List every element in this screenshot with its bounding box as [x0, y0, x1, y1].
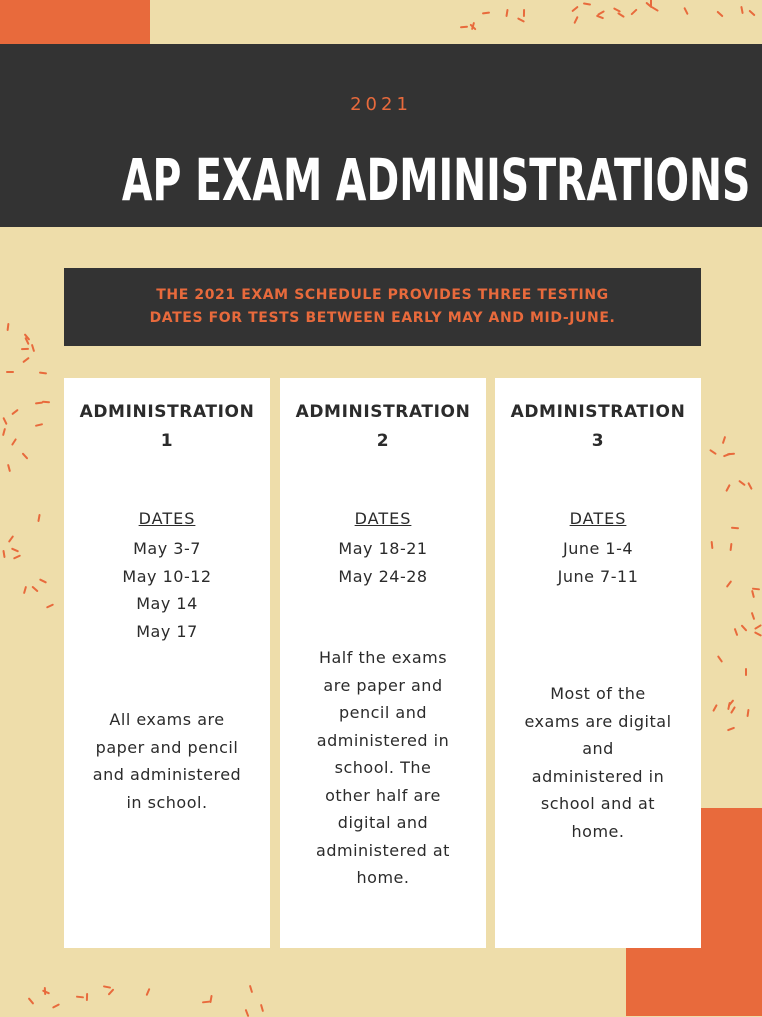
confetti-dash	[712, 704, 718, 712]
confetti-dash	[35, 423, 43, 427]
confetti-dash	[260, 1004, 264, 1012]
administration-title	[495, 398, 701, 456]
confetti-dash	[21, 348, 29, 350]
confetti-dash	[2, 428, 6, 436]
confetti-dash	[746, 709, 749, 717]
confetti-dash	[24, 337, 29, 345]
confetti-dash	[727, 702, 731, 710]
confetti-dash	[727, 727, 735, 732]
confetti-dash	[7, 464, 11, 472]
confetti-dash	[6, 371, 14, 373]
description-line: digital and	[337, 813, 429, 832]
confetti-dash	[583, 2, 591, 5]
administration-number: 2	[376, 431, 390, 451]
administration-description	[288, 644, 478, 892]
confetti-dash	[723, 453, 731, 458]
subtitle-band	[64, 268, 701, 346]
confetti-dash	[42, 989, 50, 994]
confetti-dash	[754, 624, 762, 630]
confetti-dash	[523, 9, 525, 17]
description-line: school. The	[334, 758, 432, 777]
description-line: other half are	[325, 785, 441, 805]
description-line: and administered	[92, 765, 242, 784]
description-line: Most of the	[550, 684, 646, 703]
confetti-dash	[23, 586, 27, 594]
date-item: May 10-12	[122, 566, 212, 586]
confetti-dash	[86, 993, 88, 1001]
confetti-dash	[31, 586, 38, 593]
description-line: are paper and	[323, 675, 443, 695]
description-line: exams are digital	[524, 711, 672, 731]
dates-label: DATES	[569, 509, 627, 528]
subtitle-line: THE 2021 EXAM SCHEDULE PROVIDES THREE TESTING	[156, 287, 609, 303]
confetti-dash	[11, 438, 17, 446]
confetti-dash	[748, 10, 755, 17]
date-item: June 7-11	[557, 566, 639, 586]
confetti-dash	[730, 543, 733, 551]
confetti-dash	[31, 344, 35, 352]
confetti-dash	[39, 578, 47, 583]
description-line: and	[582, 739, 614, 758]
description-line: home.	[356, 868, 410, 887]
description-line: home.	[571, 821, 625, 841]
confetti-dash	[39, 372, 47, 375]
administration-title-word: ADMINISTRATION	[510, 402, 686, 422]
confetti-dash	[754, 631, 762, 637]
confetti-dash	[725, 484, 731, 492]
confetti-dash	[469, 24, 476, 31]
administration-title	[280, 398, 486, 456]
confetti-dash	[42, 401, 50, 404]
confetti-dash	[738, 480, 746, 486]
confetti-dash	[52, 1003, 60, 1008]
dates-list	[495, 535, 701, 590]
description-line: All exams are	[109, 710, 225, 729]
date-item: May 17	[136, 621, 198, 641]
confetti-dash	[7, 323, 10, 331]
administration-title-word: ADMINISTRATION	[295, 402, 471, 422]
confetti-dash	[2, 550, 5, 558]
description-line: administered in	[316, 730, 450, 750]
confetti-dash	[752, 588, 760, 591]
year-label: 2021	[350, 94, 412, 115]
administration-number: 3	[591, 431, 605, 451]
date-item: May 24-28	[338, 566, 428, 586]
confetti-dash	[716, 11, 723, 18]
confetti-dash	[28, 997, 35, 1004]
confetti-dash	[683, 7, 688, 15]
confetti-dash	[734, 628, 739, 636]
confetti-dash	[617, 12, 625, 18]
confetti-dash	[573, 16, 578, 24]
confetti-dash	[13, 554, 21, 559]
confetti-dash	[22, 357, 30, 363]
confetti-dash	[747, 482, 753, 490]
confetti-dash	[709, 449, 717, 455]
confetti-dash	[730, 706, 736, 714]
confetti-dash	[722, 436, 726, 444]
confetti-dash	[717, 655, 723, 663]
confetti-dash	[645, 2, 652, 9]
confetti-dash	[2, 417, 7, 425]
confetti-dash	[35, 401, 43, 404]
date-item: May 18-21	[338, 539, 428, 558]
dates-label: DATES	[354, 509, 412, 528]
administration-title-word: ADMINISTRATION	[79, 402, 255, 422]
administration-card-3	[495, 378, 701, 948]
confetti-dash	[482, 11, 490, 14]
date-item: May 3-7	[133, 539, 201, 558]
confetti-dash	[24, 333, 31, 340]
confetti-dash	[249, 985, 253, 993]
description-line: administered in	[531, 766, 665, 786]
description-line: in school.	[126, 792, 208, 812]
confetti-dash	[517, 17, 525, 23]
confetti-dash	[44, 987, 46, 995]
date-item: June 1-4	[562, 539, 634, 558]
confetti-dash	[571, 6, 578, 13]
page-title: AP EXAM ADMINISTRATIONS	[121, 146, 751, 214]
description-line: Half the exams	[318, 648, 448, 667]
subtitle-line: DATES FOR TESTS BETWEEN EARLY MAY AND MID-JUNE.	[149, 310, 616, 326]
confetti-dash	[11, 409, 19, 416]
administration-description	[72, 706, 262, 816]
confetti-dash	[740, 6, 743, 14]
confetti-dash	[613, 7, 621, 13]
confetti-dash	[76, 996, 84, 999]
description-line: school and at	[540, 794, 656, 813]
confetti-dash	[202, 1001, 210, 1004]
confetti-dash	[471, 22, 475, 30]
confetti-dash	[146, 988, 151, 996]
confetti-dash	[209, 995, 212, 1003]
confetti-dash	[651, 6, 659, 12]
confetti-dash	[751, 590, 755, 598]
confetti-dash	[741, 624, 748, 631]
description-line: paper and pencil	[95, 737, 239, 757]
confetti-dash	[745, 668, 747, 676]
subtitle-text	[103, 284, 663, 330]
confetti-dash	[597, 10, 605, 16]
description-line: administered at	[316, 840, 450, 860]
confetti-dash	[727, 453, 735, 456]
confetti-dash	[711, 541, 714, 549]
confetti-dash	[726, 580, 732, 588]
confetti-dash	[630, 9, 637, 16]
administration-title	[64, 398, 270, 456]
confetti-dash	[8, 535, 14, 543]
confetti-dash	[751, 612, 755, 620]
administration-card-1	[64, 378, 270, 948]
confetti-dash	[46, 603, 54, 608]
confetti-dash	[460, 26, 468, 29]
confetti-dash	[731, 527, 739, 530]
confetti-dash	[596, 15, 604, 20]
confetti-dash	[108, 988, 115, 995]
date-item: May 14	[136, 594, 198, 613]
dates-label: DATES	[138, 509, 196, 528]
confetti-dash	[728, 699, 735, 706]
confetti-dash	[505, 9, 508, 17]
administration-card-2	[280, 378, 486, 948]
confetti-dash	[11, 547, 19, 552]
confetti-dash	[103, 985, 111, 988]
description-line: pencil and	[338, 703, 427, 722]
dates-list	[64, 535, 270, 645]
confetti-dash	[37, 514, 40, 522]
administration-number: 1	[160, 431, 174, 451]
confetti-dash	[22, 452, 29, 459]
dates-list	[280, 535, 486, 590]
administration-description	[503, 680, 693, 845]
confetti-dash	[650, 0, 652, 7]
